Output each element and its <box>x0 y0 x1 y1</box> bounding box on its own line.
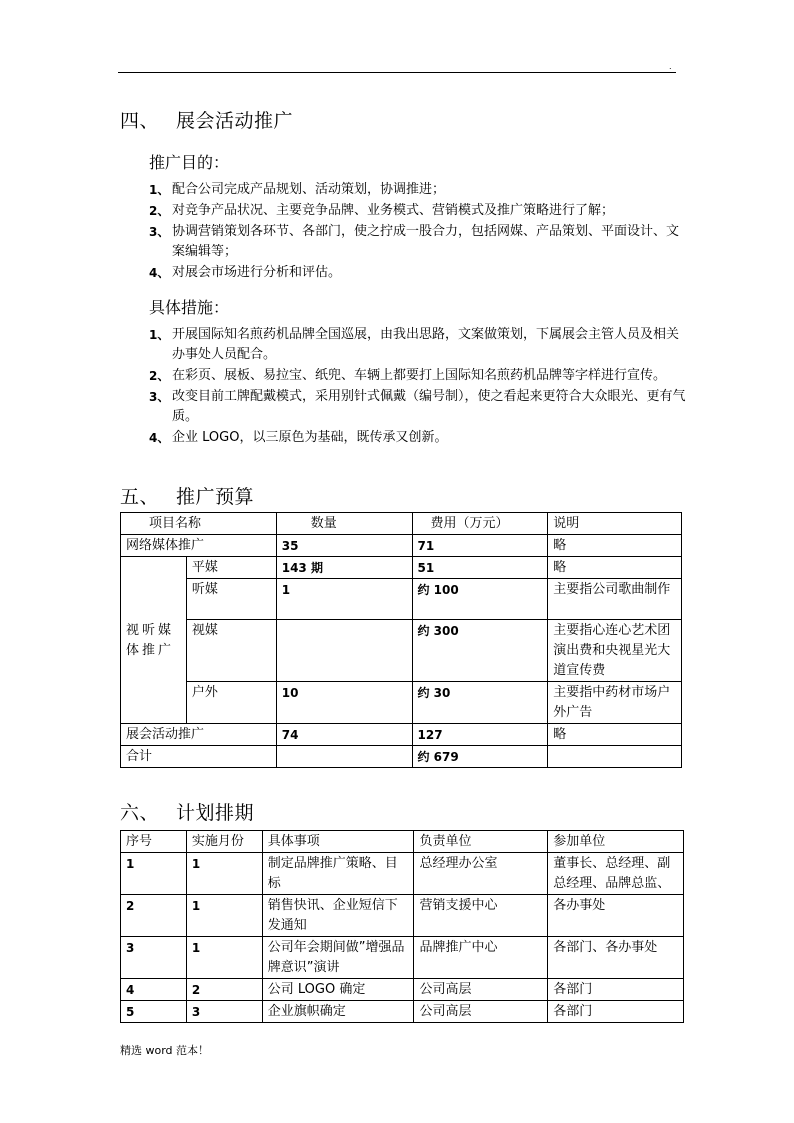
table-header-row: 项目名称 数量 费用（万元） 说明 <box>121 513 682 535</box>
table-row: 户外 10 约 30 主要指中药材市场户外广告 <box>121 682 682 724</box>
table-row: 网络媒体推广 35 71 略 <box>121 535 682 557</box>
section-6-title: 计划排期 <box>176 802 255 824</box>
table-row: 1 1 制定品牌推广策略、目标 总经理办公室 董事长、总经理、副总经理、品牌总监、 <box>121 853 684 895</box>
table-row: 5 3 企业旗帜确定 公司高层 各部门 <box>121 1001 684 1023</box>
header-dot: . <box>669 62 672 71</box>
section-4-title: 展会活动推广 <box>176 110 294 132</box>
section-6-number: 六、 <box>120 802 160 824</box>
group-label: 视听媒体推广 <box>121 557 187 724</box>
list-item: 3、 改变目前工牌配戴模式，采用别针式佩戴（编号制），使之看起来更符合大众眼光、更有气质。 <box>149 389 686 424</box>
measures-list <box>149 325 689 449</box>
list-item: 1、 配合公司完成产品规划、活动策划，协调推进； <box>149 182 446 197</box>
header-rule <box>118 72 676 73</box>
table-row: 2 1 销售快讯、企业短信下发通知 营销支援中心 各办事处 <box>121 895 684 937</box>
table-row: 视听媒体推广 平媒 143 期 51 略 <box>121 557 682 579</box>
table-row: 4 2 公司 LOGO 确定 公司高层 各部门 <box>121 979 684 1001</box>
purpose-list <box>149 180 689 284</box>
list-item: 3、 协调营销策划各环节、各部门，使之拧成一股合力，包括网媒、产品策划、平面设计、文案编辑等； <box>149 224 680 259</box>
table-row: 合计 约 679 <box>121 746 682 768</box>
measures-label: 具体措施： <box>149 298 230 317</box>
table-row: 3 1 公司年会期间做”增强品牌意识”演讲 品牌推广中心 各部门、各办事处 <box>121 937 684 979</box>
budget-table <box>120 512 682 768</box>
footer-text: 精选 word 范本！ <box>120 1044 210 1057</box>
section-4-heading <box>120 106 293 133</box>
purpose-label: 推广目的： <box>149 153 230 172</box>
table-row: 展会活动推广 74 127 略 <box>121 724 682 746</box>
table-header-row: 序号 实施月份 具体事项 负责单位 参加单位 <box>121 831 684 853</box>
section-5-number: 五、 <box>120 486 160 508</box>
list-item: 2、 在彩页、展板、易拉宝、纸兜、车辆上都要打上国际知名煎药机品牌等字样进行宣传。 <box>149 368 667 383</box>
section-6-heading <box>120 798 254 825</box>
section-5-heading <box>120 482 254 509</box>
table-row: 听媒 1 约 100 主要指公司歌曲制作 <box>121 579 682 620</box>
schedule-table <box>120 830 684 1023</box>
section-5-title: 推广预算 <box>176 486 255 508</box>
list-item: 4、 企业 LOGO，以三原色为基础，既传承又创新。 <box>149 430 448 445</box>
list-item: 1、 开展国际知名煎药机品牌全国巡展，由我出思路，文案做策划，下属展会主管人员及相关办事处人员配合。 <box>149 327 680 362</box>
section-4-number: 四、 <box>120 110 160 132</box>
list-item: 4、 对展会市场进行分析和评估。 <box>149 265 342 280</box>
list-item: 2、 对竞争产品状况、主要竞争品牌、业务模式、营销模式及推广策略进行了解； <box>149 203 615 218</box>
table-row: 视媒 约 300 主要指心连心艺术团演出费和央视星光大道宣传费 <box>121 620 682 682</box>
